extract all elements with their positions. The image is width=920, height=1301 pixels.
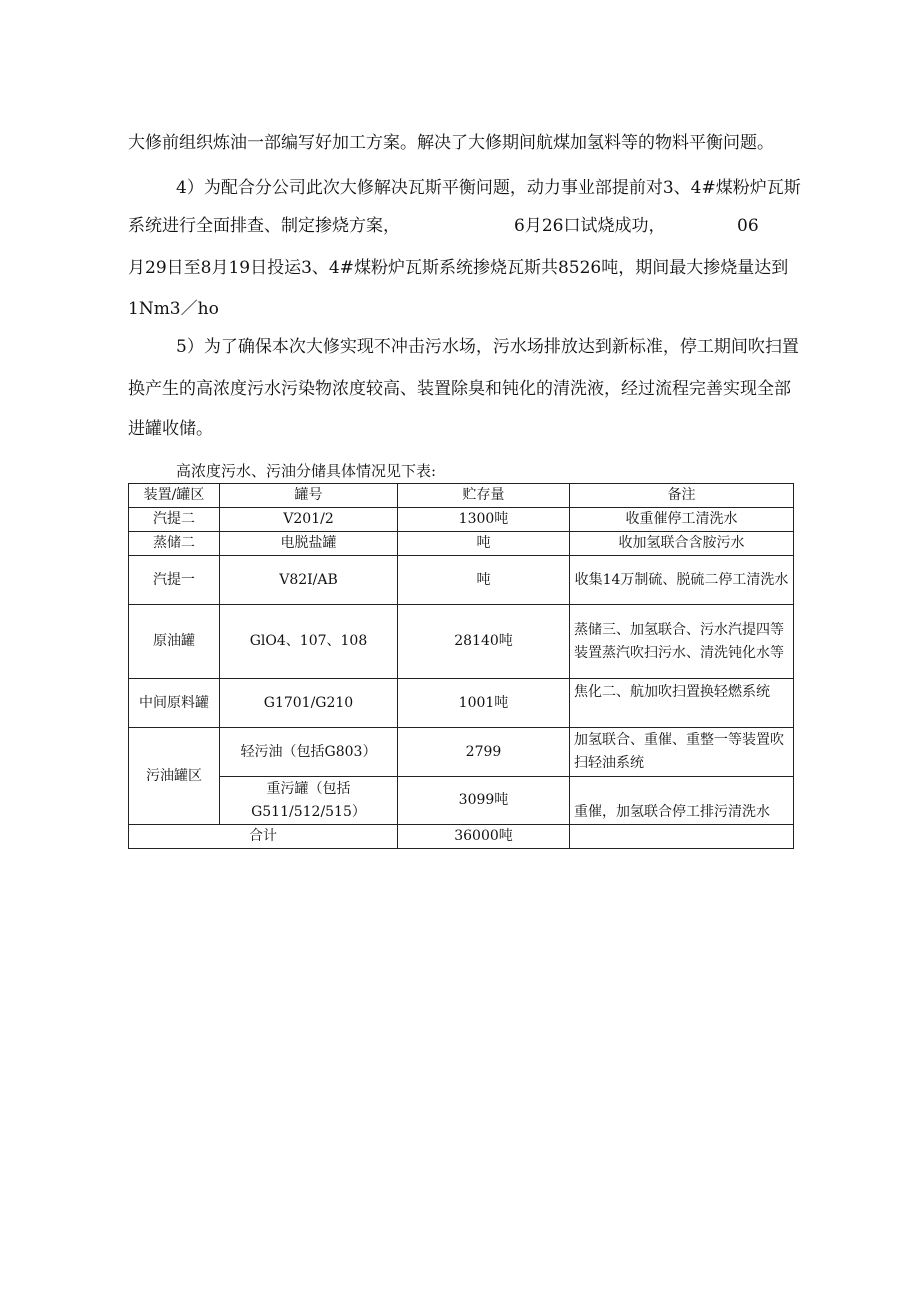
paragraph-3-line-3: 进罐收储。	[128, 419, 213, 439]
cell-tank: 轻污油（包括G803）	[220, 728, 398, 777]
cell-tank: G1701/G210	[220, 679, 398, 728]
total-label: 合计	[129, 825, 398, 849]
table-row	[129, 508, 794, 532]
paragraph-2-line-4: 1Nm3／ho	[128, 299, 219, 319]
cell-unit: 原油罐	[129, 605, 220, 679]
cell-amount: 吨	[398, 556, 570, 605]
cell-amount: 吨	[398, 532, 570, 556]
paragraph-3-line-2: 换产生的高浓度污水污染物浓度较高、装置除臭和钝化的清洗液，经过流程完善实现全部	[128, 379, 791, 399]
cell-tank: 重污罐（包括G511/512/515）	[220, 777, 398, 825]
paragraph-1-line-1: 大修前组织炼油一部编写好加工方案。解决了大修期间航煤加氢料等的物料平衡问题。	[128, 133, 774, 153]
table-row	[129, 728, 794, 777]
cell-note: 收加氢联合含胺污水	[570, 532, 794, 556]
cell-note: 加氢联合、重催、重整一等装置吹扫轻油系统	[570, 728, 794, 777]
table-row	[129, 605, 794, 679]
cell-unit: 中间原料罐	[129, 679, 220, 728]
total-note	[570, 825, 794, 849]
header-note: 备注	[570, 484, 794, 508]
cell-unit: 汽提二	[129, 508, 220, 532]
cell-amount: 1001吨	[398, 679, 570, 728]
storage-table	[128, 483, 794, 849]
cell-unit: 污油罐区	[129, 728, 220, 825]
paragraph-2-line-2b: 6月26口试烧成功，	[514, 216, 666, 236]
table-header-row	[129, 484, 794, 508]
cell-note: 蒸储三、加氢联合、污水汽提四等装置蒸汽吹扫污水、清洗钝化水等	[570, 605, 794, 679]
cell-tank: GlO4、107、108	[220, 605, 398, 679]
cell-unit: 汽提一	[129, 556, 220, 605]
cell-note: 重催，加氢联合停工排污清洗水	[570, 777, 794, 825]
cell-amount: 3099吨	[398, 777, 570, 825]
table-row	[129, 532, 794, 556]
table-row	[129, 777, 794, 825]
header-unit: 装置/罐区	[129, 484, 220, 508]
paragraph-2-line-2c: 06	[737, 216, 759, 236]
header-tank: 罐号	[220, 484, 398, 508]
paragraph-3-line-1: 5）为了确保本次大修实现不冲击污水场，污水场排放达到新标准，停工期间吹扫置	[176, 337, 799, 357]
cell-tank: V201/2	[220, 508, 398, 532]
cell-amount: 2799	[398, 728, 570, 777]
header-amount: 贮存量	[398, 484, 570, 508]
total-amount: 36000吨	[398, 825, 570, 849]
table-total-row	[129, 825, 794, 849]
cell-note: 收重催停工清洗水	[570, 508, 794, 532]
table-row	[129, 679, 794, 728]
paragraph-2-line-3: 月29日至8月19日投运3、4#煤粉炉瓦斯系统掺烧瓦斯共8526吨，期间最大掺烧量达到	[128, 258, 789, 278]
table-caption: 高浓度污水、污油分储具体情况见下表:	[176, 462, 437, 480]
cell-unit: 蒸储二	[129, 532, 220, 556]
cell-note: 收集14万制硫、脱硫二停工清洗水	[570, 556, 794, 605]
cell-tank: 电脱盐罐	[220, 532, 398, 556]
paragraph-2-line-1: 4）为配合分公司此次大修解决瓦斯平衡问题，动力事业部提前对3、4#煤粉炉瓦斯	[176, 178, 801, 198]
cell-amount: 1300吨	[398, 508, 570, 532]
paragraph-2-line-2a: 系统进行全面排查、制定掺烧方案，	[128, 216, 400, 236]
cell-amount: 28140吨	[398, 605, 570, 679]
table-row	[129, 556, 794, 605]
cell-note: 焦化二、航加吹扫置换轻燃系统	[570, 679, 794, 728]
cell-tank: V82I/AB	[220, 556, 398, 605]
